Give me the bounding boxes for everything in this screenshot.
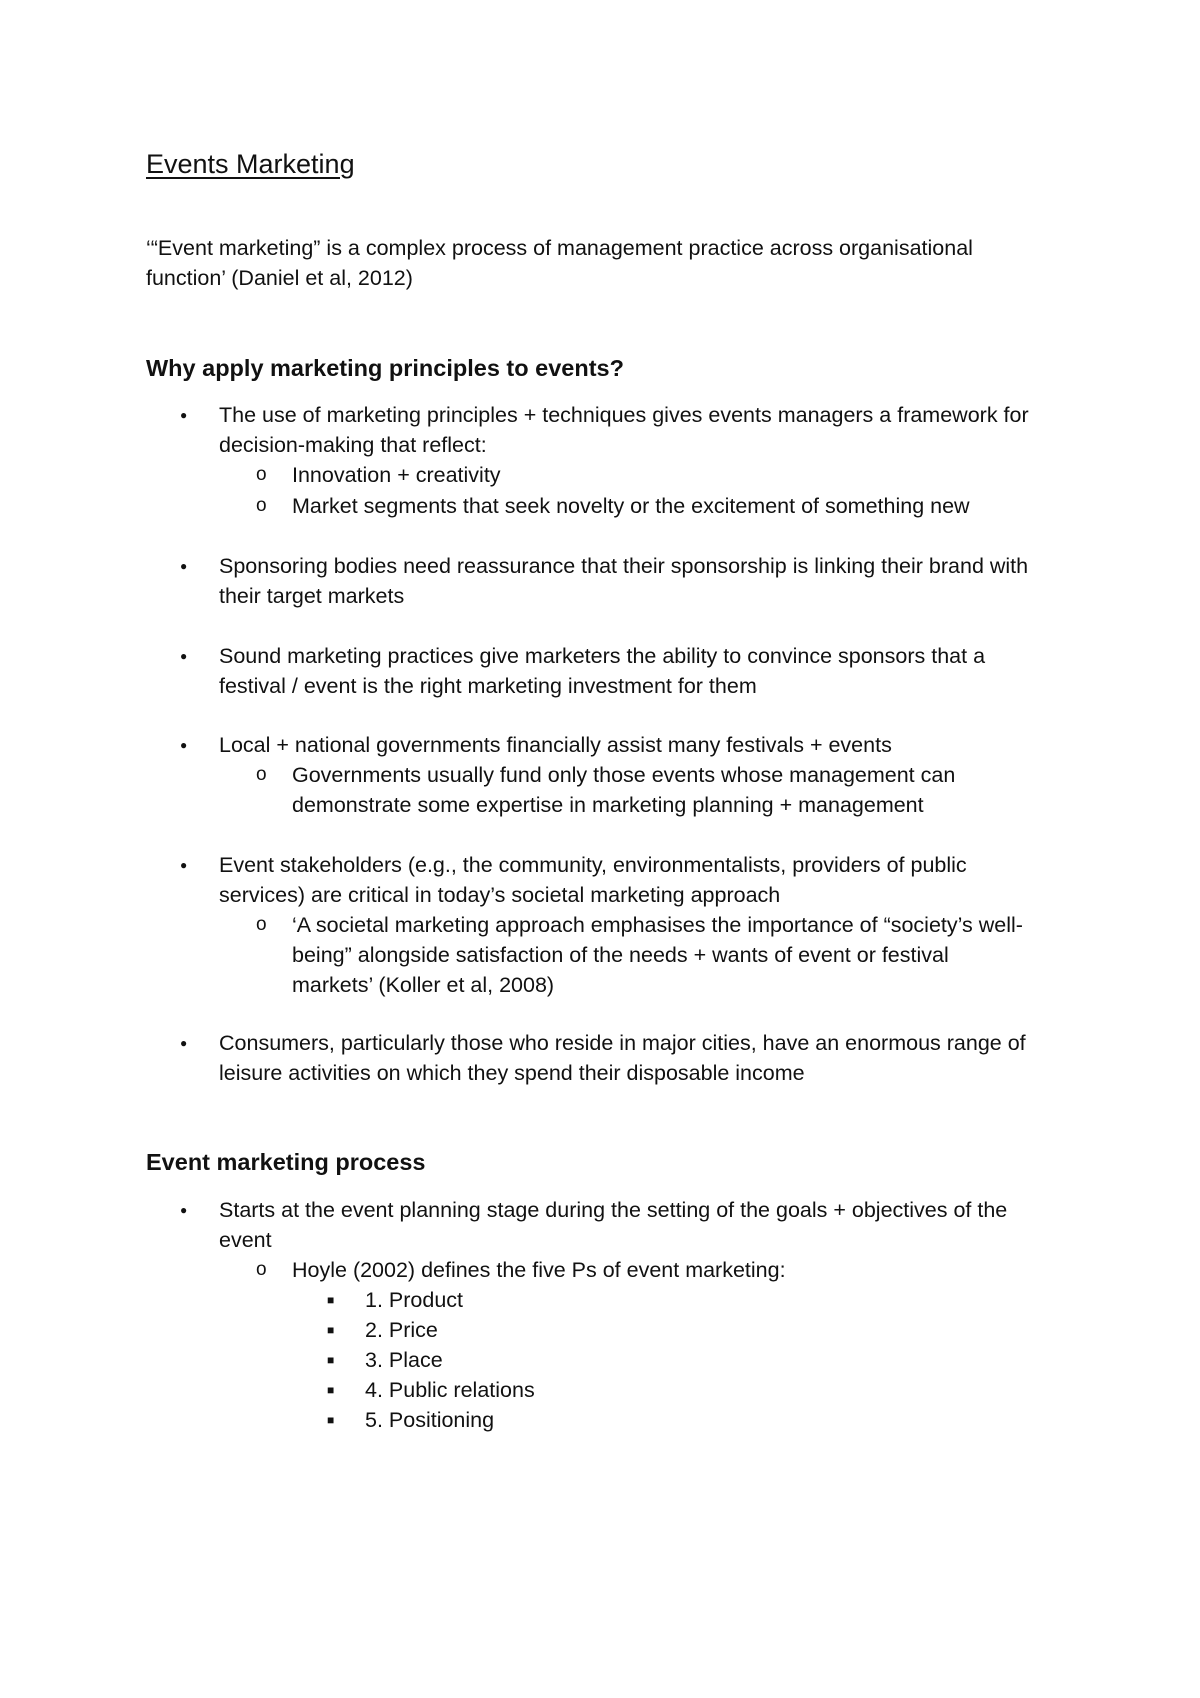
sub-sub-bullet-marker: ■ [327, 1383, 335, 1397]
sub-bullet-text: Market segments that seek novelty or the excitement of something new [292, 494, 970, 518]
bullet-text: Sound marketing practices give marketers the ability to convince sponsors that a [219, 644, 986, 668]
bullet-marker: ● [180, 1203, 188, 1217]
sub-sub-bullet-marker: ■ [327, 1413, 335, 1427]
five-ps-item: 3. Place [365, 1348, 443, 1372]
bullet-text: decision-making that reflect: [219, 433, 487, 457]
sub-bullet-marker: o [256, 1259, 267, 1280]
bullet-marker: ● [180, 559, 188, 573]
bullet-text: leisure activities on which they spend their disposable income [219, 1061, 805, 1085]
sub-bullet-marker: o [256, 914, 267, 935]
sub-sub-bullet-marker: ■ [327, 1293, 335, 1307]
bullet-text: event [219, 1228, 272, 1252]
section-heading-event-marketing-process: Event marketing process [146, 1149, 426, 1175]
bullet-text: Sponsoring bodies need reassurance that their sponsorship is linking their brand with [219, 554, 1029, 578]
sub-sub-bullet-marker: ■ [327, 1323, 335, 1337]
bullet-text: Starts at the event planning stage during the setting of the goals + objectives of the [219, 1198, 1008, 1222]
sub-bullet-marker: o [256, 464, 267, 485]
sub-bullet-text: Governments usually fund only those events whose management can [292, 763, 956, 787]
five-ps-item: 4. Public relations [365, 1378, 535, 1402]
bullet-marker: ● [180, 738, 188, 752]
bullet-text: Local + national governments financially assist many festivals + events [219, 733, 892, 757]
sub-bullet-text: Hoyle (2002) defines the five Ps of event marketing: [292, 1258, 786, 1282]
sub-bullet-text: demonstrate some expertise in marketing planning + management [292, 793, 924, 817]
sub-sub-bullet-marker: ■ [327, 1353, 335, 1367]
sub-bullet-text: markets’ (Koller et al, 2008) [292, 973, 555, 997]
bullet-text: their target markets [219, 584, 405, 608]
five-ps-item: 1. Product [365, 1288, 463, 1312]
bullet-text: festival / event is the right marketing investment for them [219, 674, 757, 698]
five-ps-item: 2. Price [365, 1318, 438, 1342]
bullet-text: The use of marketing principles + techniques gives events managers a framework for [219, 403, 1029, 427]
bullet-marker: ● [180, 858, 188, 872]
bullet-text: Consumers, particularly those who reside in major cities, have an enormous range of [219, 1031, 1026, 1055]
sub-bullet-marker: o [256, 495, 267, 516]
document-title: Events Marketing [146, 149, 355, 179]
sub-bullet-text: being” alongside satisfaction of the needs + wants of event or festival [292, 943, 949, 967]
quote-line-2: function’ (Daniel et al, 2012) [146, 266, 413, 290]
sub-bullet-marker: o [256, 764, 267, 785]
bullet-marker: ● [180, 649, 188, 663]
section-heading-why-apply: Why apply marketing principles to events? [146, 355, 624, 381]
bullet-text: services) are critical in today’s societal marketing approach [219, 883, 781, 907]
sub-bullet-text: Innovation + creativity [292, 463, 501, 487]
sub-bullet-text: ‘A societal marketing approach emphasises the importance of “society’s well- [292, 913, 1023, 937]
bullet-marker: ● [180, 408, 188, 422]
quote-line-1: ‘“Event marketing” is a complex process of management practice across organisational [146, 236, 973, 260]
five-ps-item: 5. Positioning [365, 1408, 495, 1432]
bullet-text: Event stakeholders (e.g., the community, environmentalists, providers of public [219, 853, 967, 877]
bullet-marker: ● [180, 1036, 188, 1050]
